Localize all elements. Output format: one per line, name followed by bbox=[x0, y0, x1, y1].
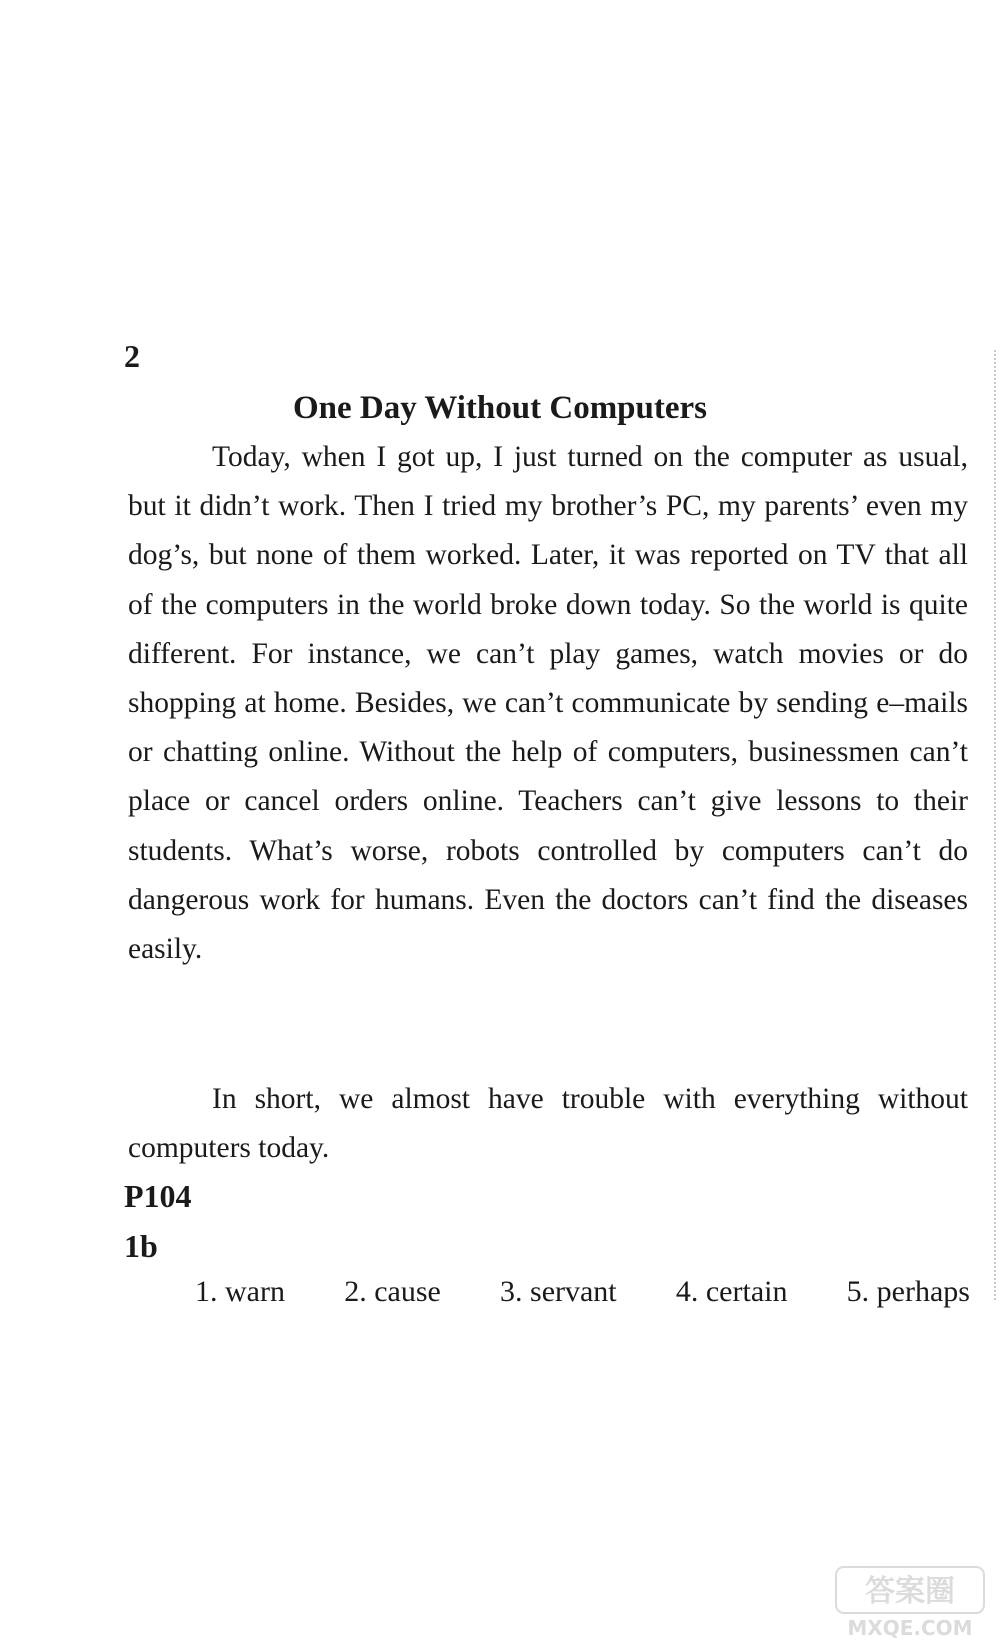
page-edge-divider bbox=[994, 350, 996, 1300]
answer-list bbox=[195, 1272, 970, 1312]
passage-paragraph-1: Today, when I got up, I just turned on the computer as usual, but it didn’t work. Then I tried my brother’s PC, my parents’ even my dog’s, but none of them worked. Later, it was reported on TV that all of the computers in the world broke down today. So the world is quite different. For instance, we can’t play games, watch movies or do shopping at home. Besides, we can’t communicate by sending e–mails or chatting online. Without the help of computers, businessmen can’t place or cancel orders online. Teachers can’t give lessons to their students. What’s worse, robots controlled by computers can’t do dangerous work for humans. Even the doctors can’t find the diseases easily. bbox=[128, 441, 968, 966]
answer-item: 4. certain bbox=[675, 1275, 788, 1308]
answer-item: 2. cause bbox=[344, 1275, 441, 1308]
passage-title: One Day Without Computers bbox=[292, 390, 708, 426]
exercise-label: 1b bbox=[124, 1228, 158, 1264]
answer-item: 1. warn bbox=[195, 1275, 285, 1308]
passage-paragraph-2: In short, we almost have trouble with everything without computers today. bbox=[128, 1083, 968, 1165]
watermark-text-top: 答案圈 bbox=[865, 1574, 955, 1609]
answer-item: 5. perhaps bbox=[846, 1275, 970, 1308]
section-number: 2 bbox=[124, 338, 140, 374]
watermark-logo-icon bbox=[830, 1563, 990, 1641]
watermark-text-bottom: MXQE.COM bbox=[847, 1616, 973, 1640]
answer-item: 3. servant bbox=[500, 1275, 617, 1308]
page-reference: P104 bbox=[124, 1178, 192, 1214]
